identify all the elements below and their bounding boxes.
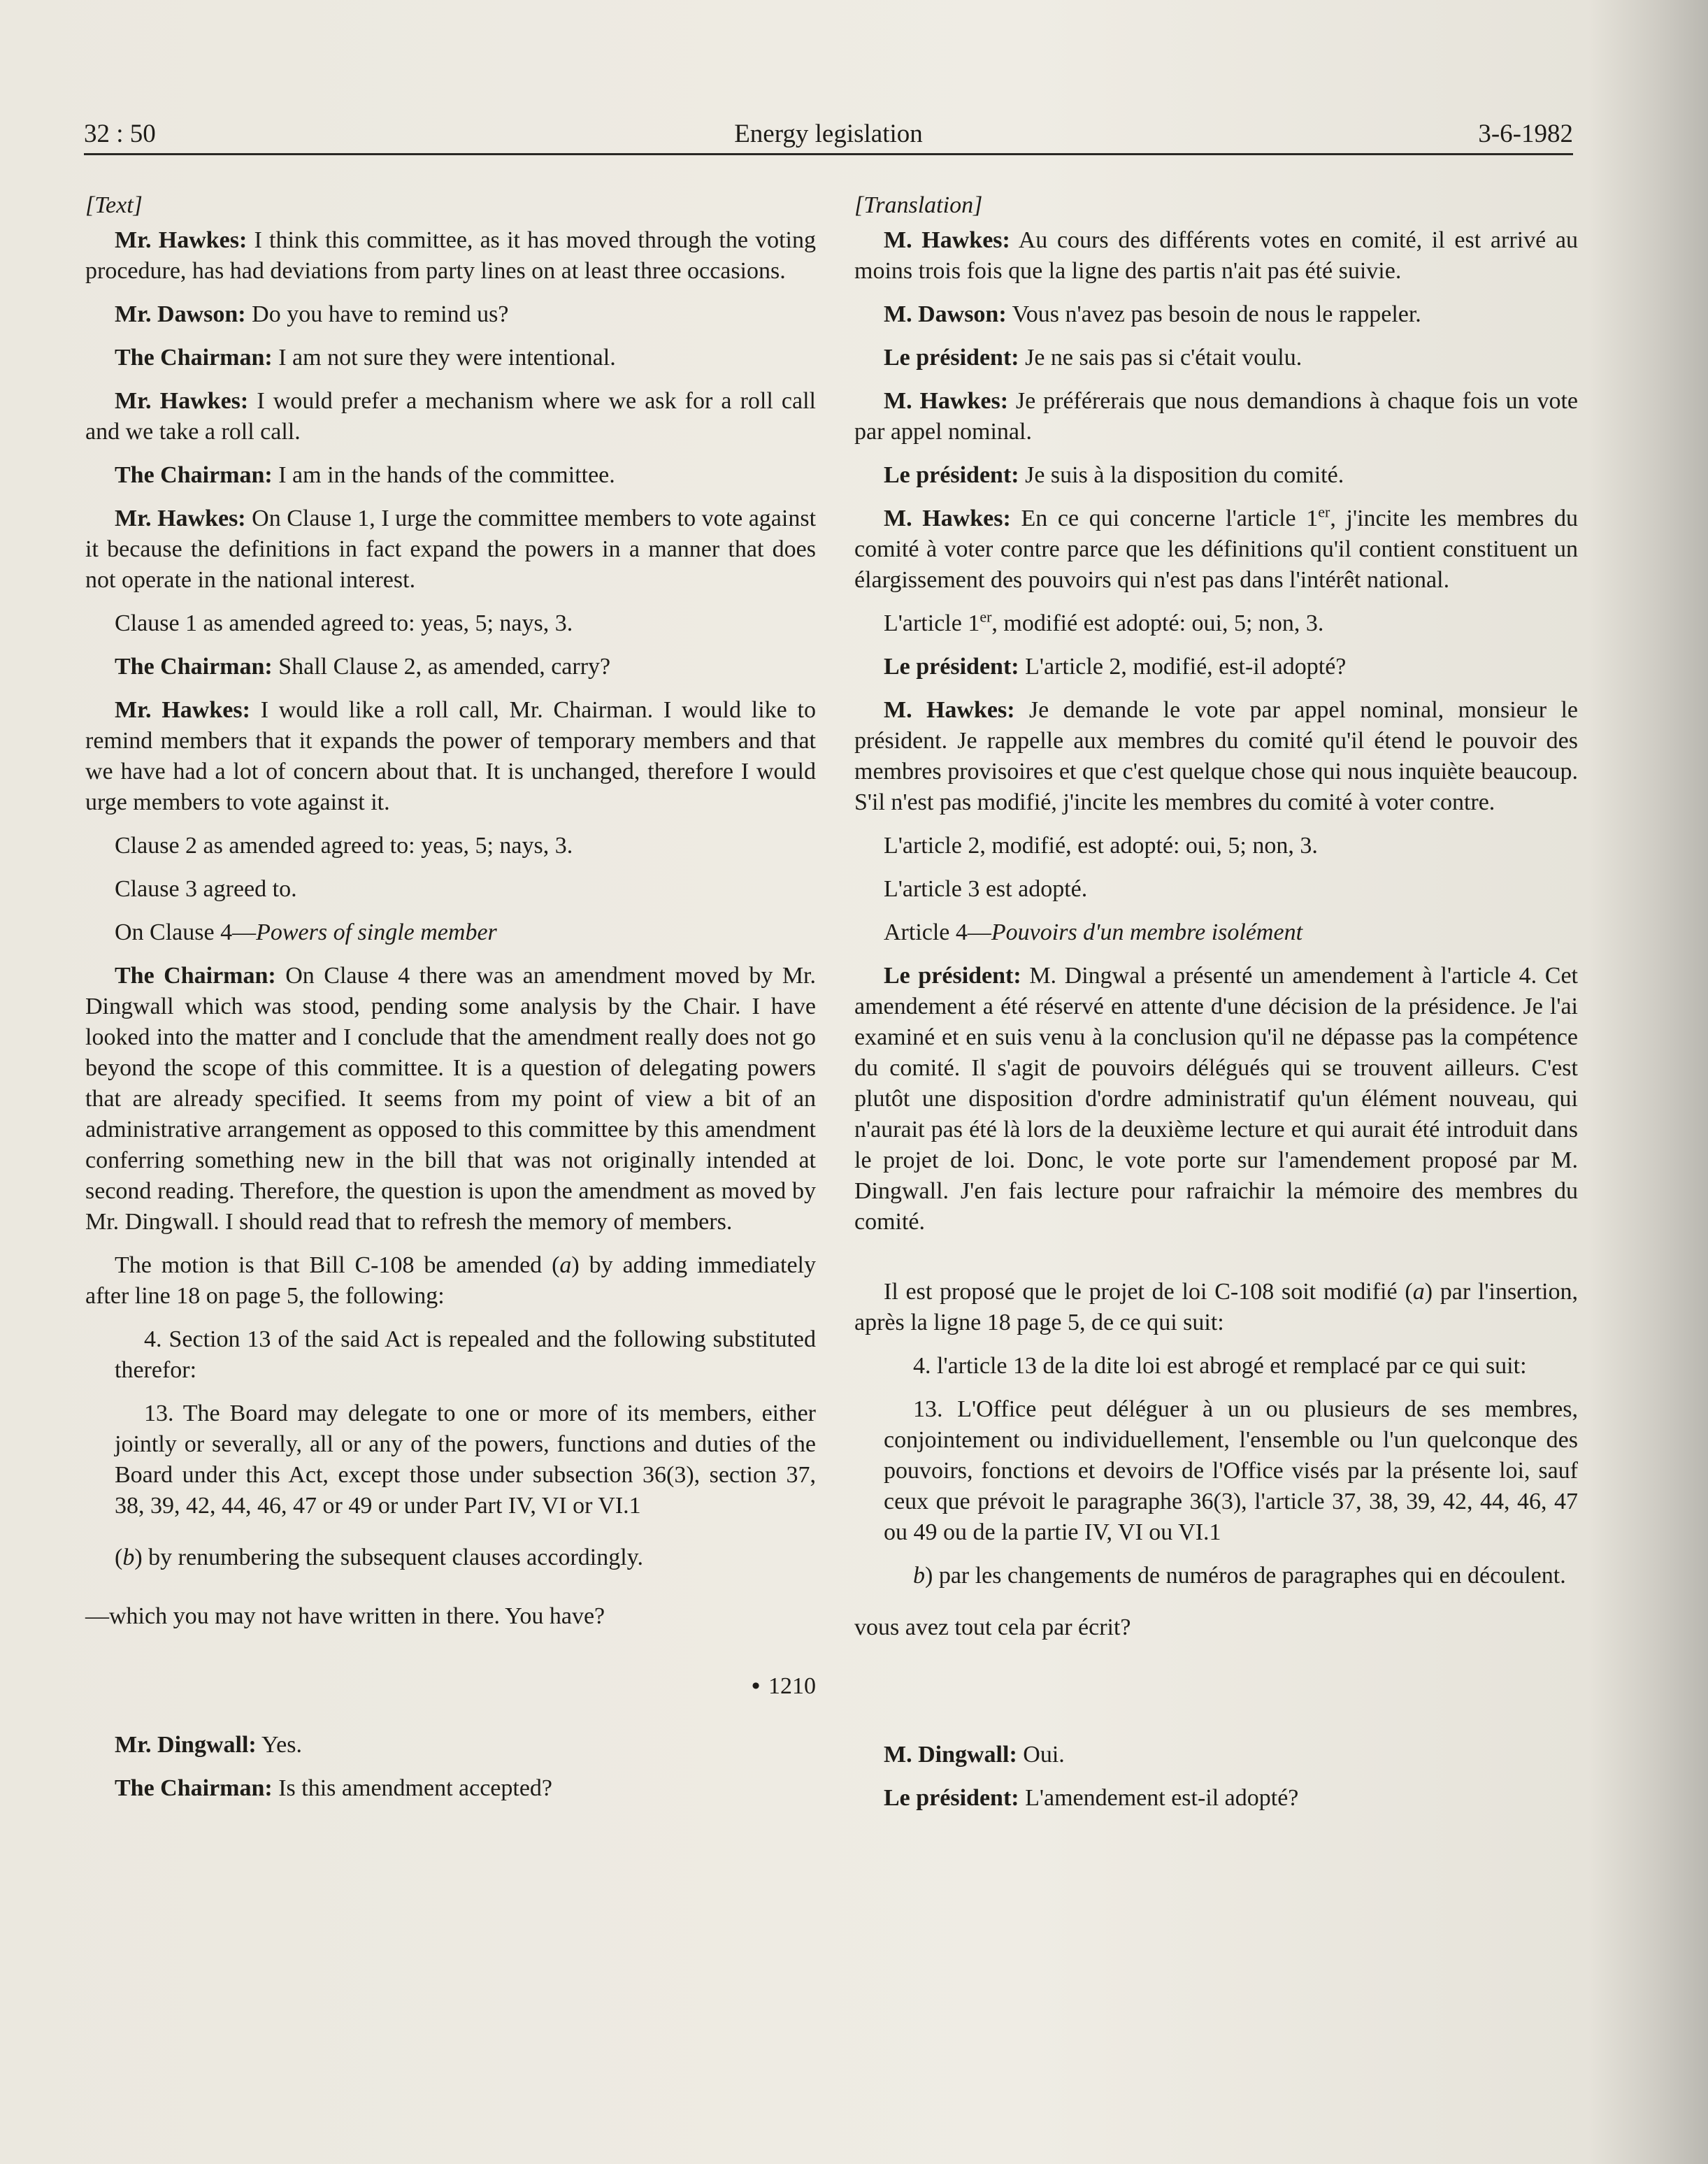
page-date: 3-6-1982 bbox=[1478, 120, 1573, 148]
speaker: M. Dawson: bbox=[884, 301, 1007, 327]
paragraph: L'article 1er, modifié est adopté: oui, 5; non, 3. bbox=[884, 608, 1324, 636]
amendment-text: b) par les changements de numéros de paragraphes qui en découlent. bbox=[913, 1563, 1566, 1589]
speech-text: On Clause 1, I urge the committee members to vote against it because the definitions in fact expand the powers in a manner that does not operate in the national interest. bbox=[85, 506, 817, 593]
speech-text: Je suis à la disposition du comité. bbox=[1025, 462, 1344, 488]
speaker: Mr. Hawkes: bbox=[115, 697, 250, 723]
paragraph: —which you may not have written in there. You have? bbox=[85, 1603, 605, 1629]
clause-heading: Article 4—Pouvoirs d'un membre isolément bbox=[884, 919, 1303, 945]
speech-text: On Clause 4 there was an amendment moved by Mr. Dingwall which was stood, pending some analysis by the Chair. I have looked into the matter and I conclude that the amendment really does not go beyond the scope of this committee. It is a question of delegating powers that are already specified. It seems from my point of view a bit of an administrative arrangement as opposed to this committee by this amendment conferring something new in the bill that was not originally intended at second reading. Therefore, the question is upon the amendment as moved by Mr. Dingwall. I should read that to refresh the memory of members. bbox=[85, 963, 817, 1235]
paragraph bbox=[854, 695, 1578, 818]
speaker: M. Hawkes: bbox=[884, 506, 1011, 531]
speech-text: Je préférerais que nous demandions à chaque fois un vote par appel nominal. bbox=[854, 388, 1579, 445]
speaker: M. Hawkes: bbox=[884, 227, 1010, 253]
paragraph bbox=[85, 1773, 816, 1804]
time-marker: • 1210 bbox=[752, 1673, 816, 1699]
paragraph: The motion is that Bill C-108 be amended (a) by adding immediately after line 18 on page 5, the following: bbox=[85, 1252, 816, 1309]
speech-text: I think this committee, as it has moved through the voting procedure, has had deviations from party lines on at least three occasions. bbox=[85, 227, 816, 284]
paragraph bbox=[85, 1730, 816, 1761]
spacer bbox=[854, 1656, 1578, 1740]
speaker: Le président: bbox=[884, 462, 1019, 488]
paragraph bbox=[854, 460, 1578, 491]
speaker: Le président: bbox=[884, 963, 1021, 989]
paragraph: Clause 3 agreed to. bbox=[115, 876, 297, 902]
speech-text: Je demande le vote par appel nominal, monsieur le président. Je rappelle aux membres du comité qu'il étend le pouvoir des membres provisoires et que c'est quelque chose qui nous inquiète beaucoup. S'il n'est pas modifié, j'incite les membres du comité à voter contre. bbox=[854, 697, 1578, 815]
speaker: The Chairman: bbox=[115, 654, 273, 680]
speech-text: L'article 2, modifié, est-il adopté? bbox=[1025, 654, 1347, 680]
speaker: The Chairman: bbox=[115, 345, 273, 371]
speaker: Le président: bbox=[884, 654, 1019, 680]
paragraph: Il est proposé que le projet de loi C-108 soit modifié (a) par l'insertion, après la ligne 18 page 5, de ce qui suit: bbox=[854, 1279, 1579, 1335]
paragraph: Clause 2 as amended agreed to: yeas, 5; nays, 3. bbox=[115, 833, 573, 859]
paragraph: M. Hawkes: En ce qui concerne l'article 1er, j'incite les membres du comité à voter contre parce que les définitions qu'il contient constituent un élargissement des pouvoirs qui n'est pas dans l'intérêt national. bbox=[854, 503, 1578, 593]
speaker: The Chairman: bbox=[115, 1775, 273, 1801]
amendment-text: 4. l'article 13 de la dite loi est abrogé et remplacé par ce qui suit: bbox=[913, 1353, 1527, 1379]
paragraph bbox=[854, 1740, 1578, 1770]
speech-text: Vous n'avez pas besoin de nous le rappeler. bbox=[1012, 301, 1421, 327]
speaker: The Chairman: bbox=[115, 462, 273, 488]
speaker: Mr. Hawkes: bbox=[115, 227, 247, 253]
speaker: Mr. Dawson: bbox=[115, 301, 246, 327]
speaker: M. Dingwall: bbox=[884, 1742, 1017, 1768]
speech-text: Je ne sais pas si c'était voulu. bbox=[1025, 345, 1302, 371]
french-column bbox=[854, 190, 1578, 1826]
paragraph bbox=[85, 386, 816, 447]
paragraph bbox=[85, 225, 816, 287]
speech-text: L'amendement est-il adopté? bbox=[1025, 1785, 1299, 1811]
amendment-text: 4. Section 13 of the said Act is repealed and the following substituted therefor: bbox=[115, 1326, 816, 1383]
speech-text: Oui. bbox=[1023, 1742, 1065, 1768]
speaker: M. Hawkes: bbox=[884, 697, 1015, 723]
speech-text: M. Dingwal a présenté un amendement à l'article 4. Cet amendement a été réservé en attente d'une décision de la présidence. Je l'ai examiné et en suis venu à la conclusion qu'il ne dépasse pas la compétence du comité. Il s'agit de pouvoirs délégués qui se trouvent ailleurs. C'est plutôt une disposition d'ordre administratif qu'un élément nouveau, qui n'aurait pas été là lors de la deuxième lecture et qui aurait été introduit dans le projet de loi. Donc, le vote porte sur l'amendement proposé par M. Dingwall. J'en fais lecture pour rafraichir la mémoire des membres du comité. bbox=[854, 963, 1578, 1235]
english-column bbox=[85, 190, 816, 1817]
paragraph: vous avez tout cela par écrit? bbox=[854, 1614, 1131, 1640]
text-tag: [Text] bbox=[85, 192, 143, 218]
paragraph bbox=[854, 652, 1578, 682]
paragraph bbox=[854, 1783, 1578, 1814]
paragraph bbox=[854, 299, 1578, 330]
amendment-text: 13. L'Office peut déléguer à un ou plusieurs de ses membres, conjointement ou individuellement, l'ensemble ou l'un quelconque des pouvoirs, fonctions et devoirs de l'Office visés par la présente loi, sauf ceux que prévoit le paragraphe 36(3), l'article 37, 38, 39, 42, 44, 46, 47 ou 49 ou de la partie IV, VI ou VI.1 bbox=[884, 1396, 1578, 1545]
translation-tag: [Translation] bbox=[854, 192, 983, 218]
paragraph bbox=[85, 343, 816, 373]
speech-text: Do you have to remind us? bbox=[252, 301, 509, 327]
paragraph bbox=[854, 961, 1578, 1238]
speech-text: Au cours des différents votes en comité, il est arrivé au moins trois fois que la ligne des partis n'ait pas été suivie. bbox=[854, 227, 1578, 284]
paragraph bbox=[85, 695, 816, 818]
bullet-icon: • bbox=[752, 1673, 760, 1699]
page-header bbox=[84, 119, 1573, 157]
paragraph bbox=[854, 225, 1578, 287]
speech-text: Yes. bbox=[261, 1732, 302, 1758]
paragraph bbox=[854, 386, 1578, 447]
speaker: Le président: bbox=[884, 345, 1019, 371]
speaker: Mr. Hawkes: bbox=[115, 388, 249, 414]
speech-text: I am not sure they were intentional. bbox=[278, 345, 616, 371]
paragraph bbox=[85, 460, 816, 491]
header-rule bbox=[84, 153, 1573, 155]
page-number: 32 : 50 bbox=[84, 120, 156, 148]
speaker: Mr. Dingwall: bbox=[115, 1732, 257, 1758]
speech-text: Is this amendment accepted? bbox=[278, 1775, 553, 1801]
speaker: M. Hawkes: bbox=[884, 388, 1009, 414]
speech-text: I would like a roll call, Mr. Chairman. I would like to remind members that it expands the power of temporary members and that we have had a lot of concern about that. It is unchanged, therefore I would urge members to vote against it. bbox=[85, 697, 816, 815]
paragraph: Clause 1 as amended agreed to: yeas, 5; nays, 3. bbox=[115, 610, 573, 636]
paragraph: L'article 2, modifié, est adopté: oui, 5; non, 3. bbox=[884, 833, 1318, 859]
speaker: The Chairman: bbox=[115, 963, 276, 989]
paragraph bbox=[85, 961, 816, 1238]
speaker: Mr. Hawkes: bbox=[115, 506, 246, 531]
speaker: Le président: bbox=[884, 1785, 1019, 1811]
speech-text: I would prefer a mechanism where we ask for a roll call and we take a roll call. bbox=[85, 388, 816, 445]
running-title: Energy legislation bbox=[734, 120, 923, 148]
amendment-text: (b) by renumbering the subsequent clauses accordingly. bbox=[115, 1545, 643, 1570]
paragraph bbox=[85, 299, 816, 330]
paragraph: L'article 3 est adopté. bbox=[884, 876, 1088, 902]
paragraph bbox=[85, 652, 816, 682]
paragraph bbox=[854, 343, 1578, 373]
paragraph bbox=[85, 503, 816, 596]
amendment-text: 13. The Board may delegate to one or more of its members, either jointly or severally, all or any of the powers, functions and duties of the Board under this Act, except those under subsection 36(3), section 37, 38, 39, 42, 44, 46, 47 or 49 or under Part IV, VI or VI.1 bbox=[115, 1400, 816, 1519]
speech-text: Shall Clause 2, as amended, carry? bbox=[278, 654, 611, 680]
clause-heading: On Clause 4—Powers of single member bbox=[115, 919, 497, 945]
speech-text: I am in the hands of the committee. bbox=[278, 462, 615, 488]
